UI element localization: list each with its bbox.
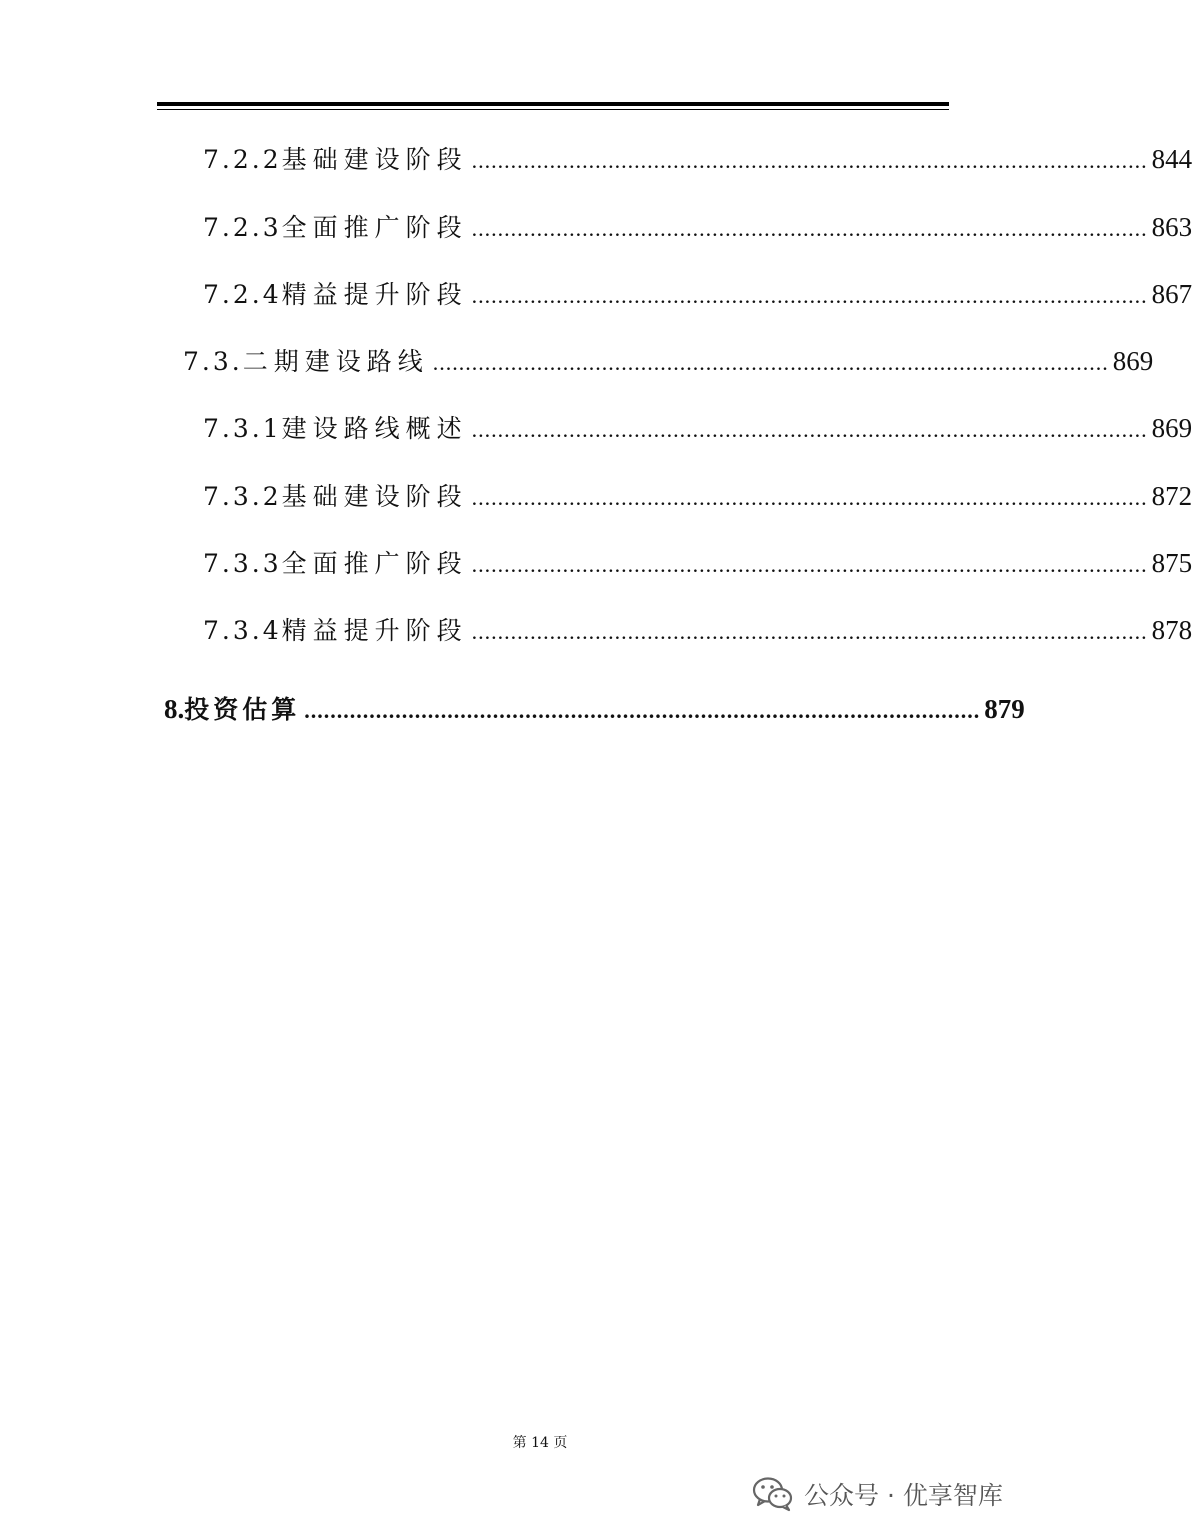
toc-title: 基础建设阶段 bbox=[281, 145, 468, 174]
toc-leader: ........................................................................................................ bbox=[471, 619, 1148, 644]
toc-title: 建设路线概述 bbox=[281, 414, 468, 443]
toc-number: 7.2.2 bbox=[203, 145, 282, 174]
toc-number: 7.3.1 bbox=[203, 414, 282, 443]
toc-page: 879 bbox=[984, 694, 1025, 724]
toc-page: 867 bbox=[1151, 279, 1192, 309]
watermark-text: 公众号 · 优享智库 bbox=[804, 1481, 1003, 1510]
toc-leader: ........................................................................................................ bbox=[471, 216, 1148, 241]
toc-page: 869 bbox=[1112, 346, 1154, 376]
toc-number: 7.3. bbox=[183, 347, 243, 376]
toc-entry[interactable] bbox=[203, 408, 1192, 448]
wechat-icon bbox=[752, 1476, 794, 1512]
toc-page: 863 bbox=[1151, 212, 1192, 242]
toc-page: 878 bbox=[1151, 615, 1192, 645]
toc-page: 872 bbox=[1151, 481, 1192, 511]
toc-entry[interactable] bbox=[203, 476, 1192, 516]
toc-leader: ........................................................................................................ bbox=[471, 485, 1148, 510]
toc-page: 875 bbox=[1151, 548, 1192, 578]
toc-entry[interactable] bbox=[203, 610, 1192, 650]
toc-number: 7.2.3 bbox=[203, 213, 282, 242]
toc-title: 二期建设路线 bbox=[242, 347, 429, 376]
toc-entry[interactable] bbox=[203, 543, 1192, 583]
toc-number: 7.2.4 bbox=[203, 280, 282, 309]
header-rule bbox=[157, 102, 949, 110]
watermark bbox=[752, 1474, 1003, 1514]
toc-leader: ........................................................................................................ bbox=[304, 698, 981, 723]
toc-title: 全面推广阶段 bbox=[281, 213, 468, 242]
toc-title: 精益提升阶段 bbox=[281, 280, 468, 309]
toc-page: 869 bbox=[1151, 413, 1192, 443]
toc-page: 844 bbox=[1151, 144, 1192, 174]
toc-entry[interactable] bbox=[203, 274, 1192, 314]
toc-leader: ........................................................................................................ bbox=[471, 283, 1148, 308]
page-number: 第 14 页 bbox=[512, 1435, 568, 1451]
toc-entry[interactable] bbox=[183, 341, 1154, 381]
toc-number: 7.3.2 bbox=[203, 482, 282, 511]
toc-number: 8. bbox=[164, 694, 185, 724]
toc-number: 7.3.4 bbox=[203, 616, 282, 645]
toc-leader: ........................................................................................................ bbox=[471, 417, 1148, 442]
toc-title: 全面推广阶段 bbox=[281, 549, 468, 578]
toc-title: 精益提升阶段 bbox=[281, 616, 468, 645]
toc-entry[interactable] bbox=[203, 207, 1192, 247]
toc-leader: ........................................................................................................ bbox=[471, 148, 1148, 173]
toc-leader: ........................................................................................................ bbox=[432, 350, 1109, 375]
toc-title: 基础建设阶段 bbox=[281, 482, 468, 511]
toc-leader: ........................................................................................................ bbox=[471, 552, 1148, 577]
toc-entry[interactable] bbox=[164, 689, 1025, 729]
toc-number: 7.3.3 bbox=[203, 549, 282, 578]
toc-entry[interactable] bbox=[203, 139, 1192, 179]
toc-title: 投资估算 bbox=[184, 695, 301, 724]
